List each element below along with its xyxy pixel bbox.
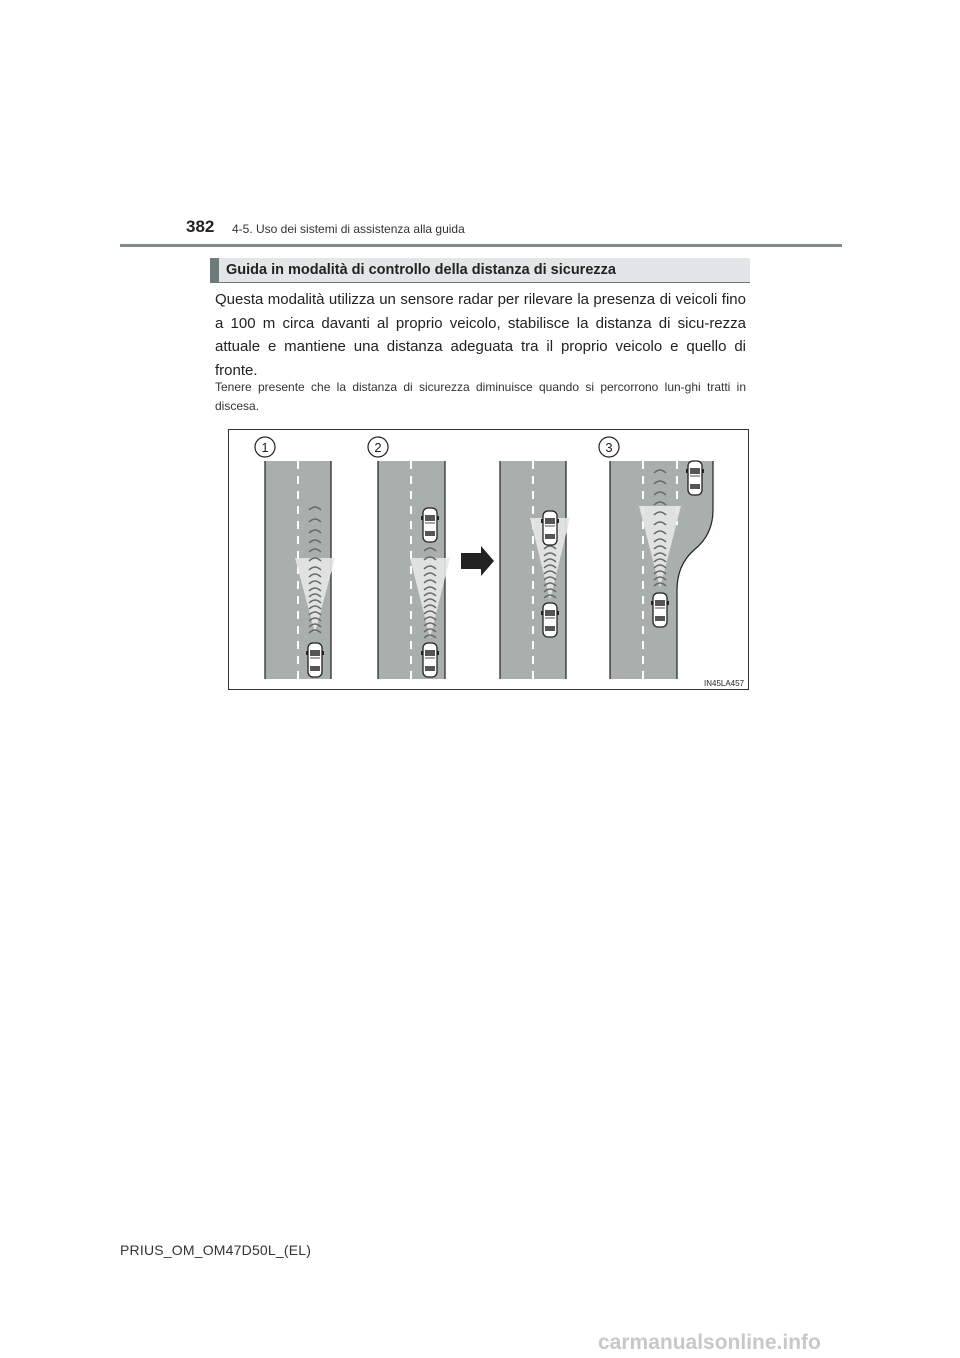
callout-2: 2	[374, 440, 382, 455]
figure-illustration	[228, 429, 749, 690]
heading-accent	[210, 258, 219, 282]
road-panel-4	[599, 437, 713, 679]
watermark: carmanualsonline.info	[598, 1331, 821, 1354]
section-reference: 4-5. Uso dei sistemi di assistenza alla guida	[232, 222, 465, 236]
page-number: 382	[186, 217, 215, 236]
note-paragraph: Tenere presente che la distanza di sicurezza diminuisce quando si percorrono lun-ghi tratti in discesa.	[215, 380, 746, 413]
road-panel-3	[500, 461, 570, 679]
transition-arrow	[461, 546, 494, 576]
road-panel-2	[368, 437, 450, 679]
heading-underline	[210, 282, 750, 283]
header-divider	[120, 244, 842, 247]
section-heading: Guida in modalità di controllo della distanza di sicurezza	[226, 262, 616, 278]
road-diagram	[229, 430, 748, 689]
callout-1: 1	[261, 440, 269, 455]
section-heading-bar	[210, 258, 750, 282]
footer-model-code: PRIUS_OM_OM47D50L_(EL)	[120, 1242, 312, 1258]
road-panel-1	[255, 437, 335, 679]
body-paragraph: Questa modalità utilizza un sensore radar per rilevare la presenza di veicoli fino a 100 m circa davanti al proprio veicolo, stabilisce la distanza di sicu-rezza attuale e mantiene una distanza adeguata tra il proprio veicolo e quello di fronte.	[215, 291, 746, 379]
callout-3: 3	[605, 440, 613, 455]
figure-code: IN45LA457	[704, 679, 745, 688]
